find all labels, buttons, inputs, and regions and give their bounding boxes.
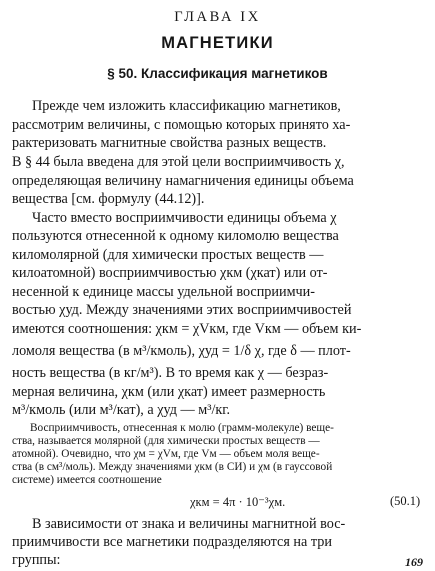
paragraph-2-line: Часто вместо восприимчивости единицы объема χ (32, 210, 337, 226)
formula: χкм = 4π · 10⁻³χм. (190, 495, 286, 509)
note-line: Восприимчивость, отнесенная к молю (грамм-молекуле) веще- (30, 422, 334, 434)
paragraph-1-line: определяющая величину намагничения единицы объема (12, 173, 354, 189)
paragraph-1-line: рактеризовать магнитные свойства разных веществ. (12, 135, 327, 151)
paragraph-3-line: группы: (12, 552, 61, 568)
paragraph-3-line: приимчивости все магнетики подразделяются на три (12, 534, 332, 550)
section-heading: § 50. Классификация магнетиков (107, 66, 328, 81)
formula-number: (50.1) (390, 494, 421, 508)
paragraph-3-line: В зависимости от знака и величины магнитной вос- (32, 516, 346, 532)
chapter-title: МАГНЕТИКИ (161, 34, 274, 52)
paragraph-1-line: В § 44 была введена для этой цели восприимчивость χ, (12, 154, 345, 170)
paragraph-1-line: вещества [см. формулу (44.12)]. (12, 191, 205, 207)
paragraph-2-line: пользуются отнесенной к одному киломолю вещества (12, 228, 339, 244)
note-line: ства (в см³/моль). Между значениями χкм (в СИ) и χм (в гауссовой (12, 461, 333, 473)
chapter-heading: ГЛАВА IX (174, 9, 261, 25)
paragraph-2-line: имеются соотношения: χкм = χVкм, где Vкм — объем ки- (12, 321, 362, 337)
paragraph-2-line: ность вещества (в кг/м³). В то время как χ — безраз- (12, 365, 329, 381)
note-line: ства, называется молярной (для химически простых веществ — (12, 435, 320, 447)
paragraph-1-line: Прежде чем изложить классификацию магнетиков, (32, 98, 341, 114)
paragraph-1-line: рассмотрим величины, с помощью которых принято ха- (12, 117, 351, 133)
paragraph-2-line: м³/кмоль (или м³/кат), а χуд — м³/кг. (12, 402, 231, 418)
paragraph-2-line: мерная величина, χкм (или χкат) имеет размерность (12, 384, 326, 400)
page-number: 169 (405, 555, 423, 569)
paragraph-2-line: востью χуд. Между значениями этих восприимчивостей (12, 302, 352, 318)
note-line: атомной). Очевидно, что χм = χVм, где Vм — объем моля веще- (12, 448, 320, 460)
paragraph-2-line: килоатомной) восприимчивостью χкм (χкат) или от- (12, 265, 328, 281)
paragraph-2-line: киломолярной (для химически простых веществ — (12, 247, 324, 263)
paragraph-2-line: ломоля вещества (в м³/кмоль), χуд = 1/δ χ, где δ — плот- (12, 343, 351, 359)
paragraph-2-line: несенной к единице массы удельной восприимчи- (12, 284, 316, 300)
note-line: системе) имеется соотношение (12, 474, 162, 486)
